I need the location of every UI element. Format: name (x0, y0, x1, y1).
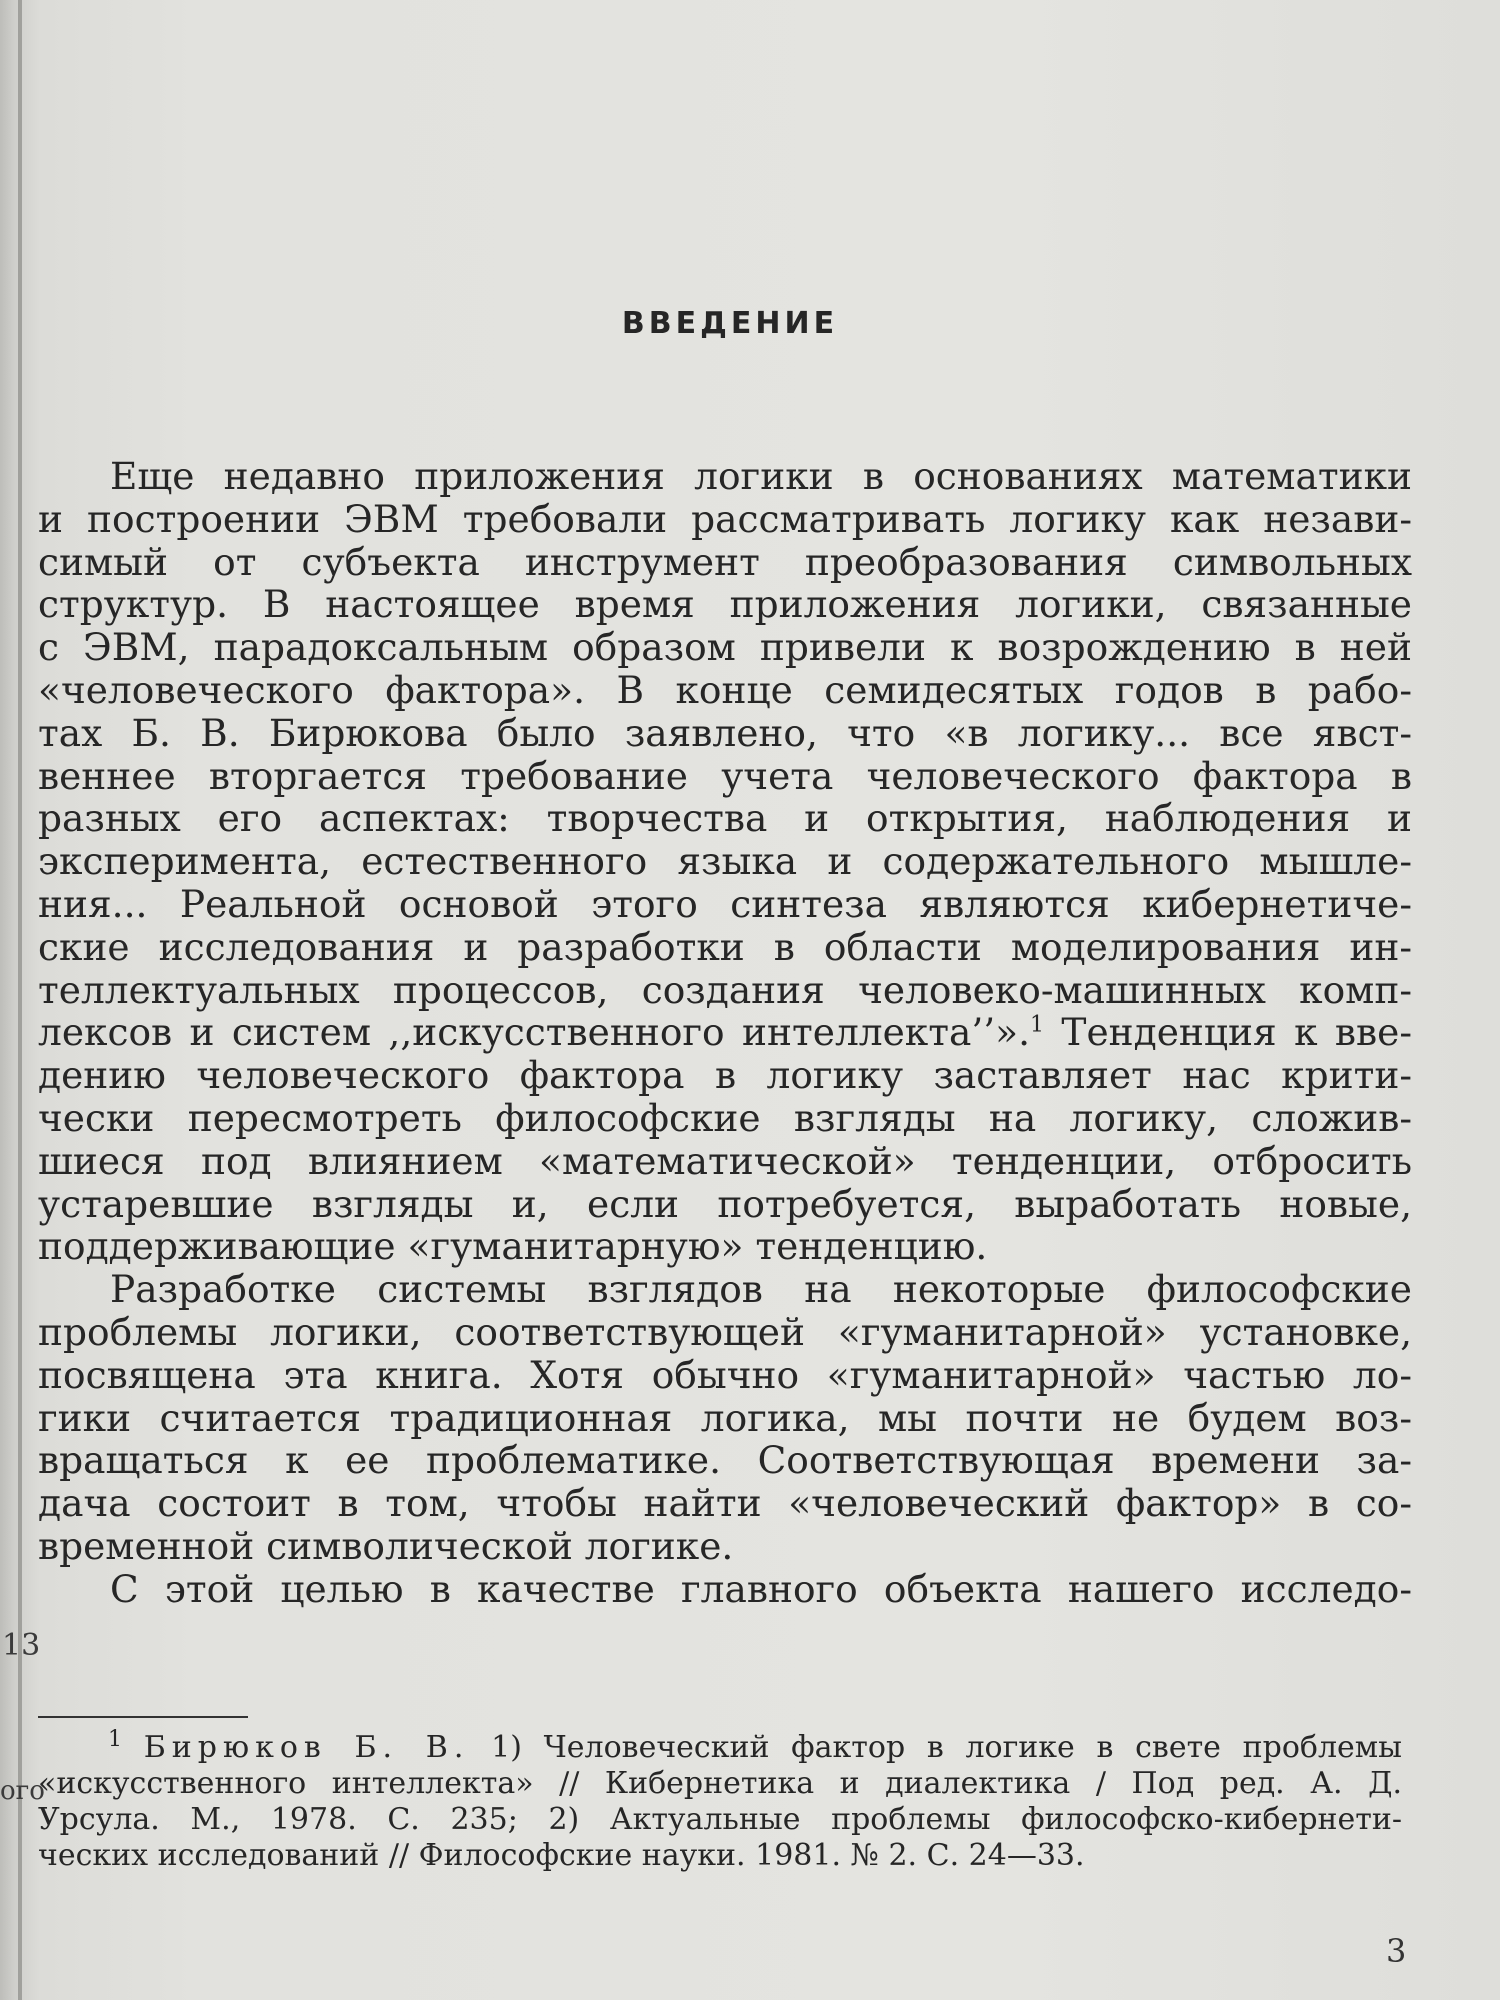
footnote-author: Бирюков Б. В. (143, 1730, 470, 1765)
margin-fragment: ого (0, 1776, 45, 1806)
text-line-with-footnote (38, 1011, 1412, 1054)
text-line: вращаться к ее проблематике. Соответствующая времени за- (38, 1438, 1412, 1483)
footnote (38, 1727, 1402, 1874)
text-line: тах Б. В. Бирюкова было заявлено, что «в логику... все явст- (38, 710, 1412, 755)
text-line: веннее вторгается требование учета человеческого фактора в (38, 753, 1412, 798)
footnote-reference: 1 (1030, 1012, 1045, 1038)
body-text (38, 455, 1412, 1611)
text-segment: лексов и систем ,,искусственного интеллекта’’». (38, 1010, 1031, 1055)
text-line: структур. В настоящее время приложения логики, связанные (38, 582, 1412, 627)
text-segment: Тенденция к вве- (1044, 1010, 1412, 1055)
footnote-line: Урсула. М., 1978. С. 235; 2) Актуальные проблемы философско-кибернети- (38, 1802, 1402, 1837)
text-line: и построении ЭВМ требовали рассматривать логику как незави- (38, 496, 1412, 541)
page-number: 3 (1386, 1932, 1407, 1970)
footnote-text: 1) Человеческий фактор в логике в свете проблемы (469, 1730, 1402, 1765)
page-gutter-edge (18, 0, 22, 2000)
text-line: устаревшие взгляды и, если потребуется, выработать новые, (38, 1181, 1412, 1226)
footnote-line (38, 1727, 1402, 1766)
text-line: ские исследования и разработки в области моделирования ин- (38, 924, 1412, 969)
chapter-heading: ВВЕДЕНИЕ (621, 306, 839, 341)
text-line: эксперимента, естественного языка и содержательного мышле- (38, 839, 1412, 884)
text-line: теллектуальных процессов, создания человеко-машинных комп- (38, 967, 1412, 1012)
text-line: ния... Реальной основой этого синтеза являются кибернетиче- (38, 881, 1412, 926)
footnote-line: ческих исследований // Философские науки. 1981. № 2. С. 24—33. (38, 1838, 1085, 1873)
text-line: чески пересмотреть философские взгляды на логику, сложив- (38, 1095, 1412, 1140)
text-line: симый от субъекта инструмент преобразования символьных (38, 539, 1412, 584)
text-line: дению человеческого фактора в логику заставляет нас крити- (38, 1053, 1412, 1098)
text-line: Еще недавно приложения логики в основаниях математики (110, 454, 1412, 498)
text-line: поддерживающие «гуманитарную» тенденцию. (38, 1224, 988, 1269)
text-line: временной символической логике. (38, 1523, 734, 1568)
text-line: посвящена эта книга. Хотя обычно «гуманитарной» частью ло- (38, 1352, 1412, 1397)
margin-number: 13 (2, 1628, 41, 1663)
text-line: гики считается традиционная логика, мы почти не будем воз- (38, 1395, 1412, 1440)
footnote-marker: 1 (108, 1727, 122, 1752)
text-line: с ЭВМ, парадоксальным образом привели к возрождению в ней (38, 625, 1412, 670)
text-line: разных его аспектах: творчества и открытия, наблюдения и (38, 796, 1412, 841)
text-line: проблемы логики, соответствующей «гуманитарной» установке, (38, 1309, 1412, 1354)
footnote-line: «искусственного интеллекта» // Кибернетика и диалектика / Под ред. А. Д. (38, 1766, 1402, 1801)
text-line: шиеся под влиянием «математической» тенденции, отбросить (38, 1138, 1412, 1183)
text-line: С этой целью в качестве главного объекта нашего исследо- (110, 1566, 1412, 1611)
text-line: «человеческого фактора». В конце семидесятых годов в рабо- (38, 667, 1412, 712)
footnote-divider (38, 1716, 248, 1718)
text-line: Разработке системы взглядов на некоторые философские (110, 1267, 1412, 1312)
text-line: дача состоит в том, чтобы найти «человеческий фактор» в со- (38, 1481, 1412, 1526)
